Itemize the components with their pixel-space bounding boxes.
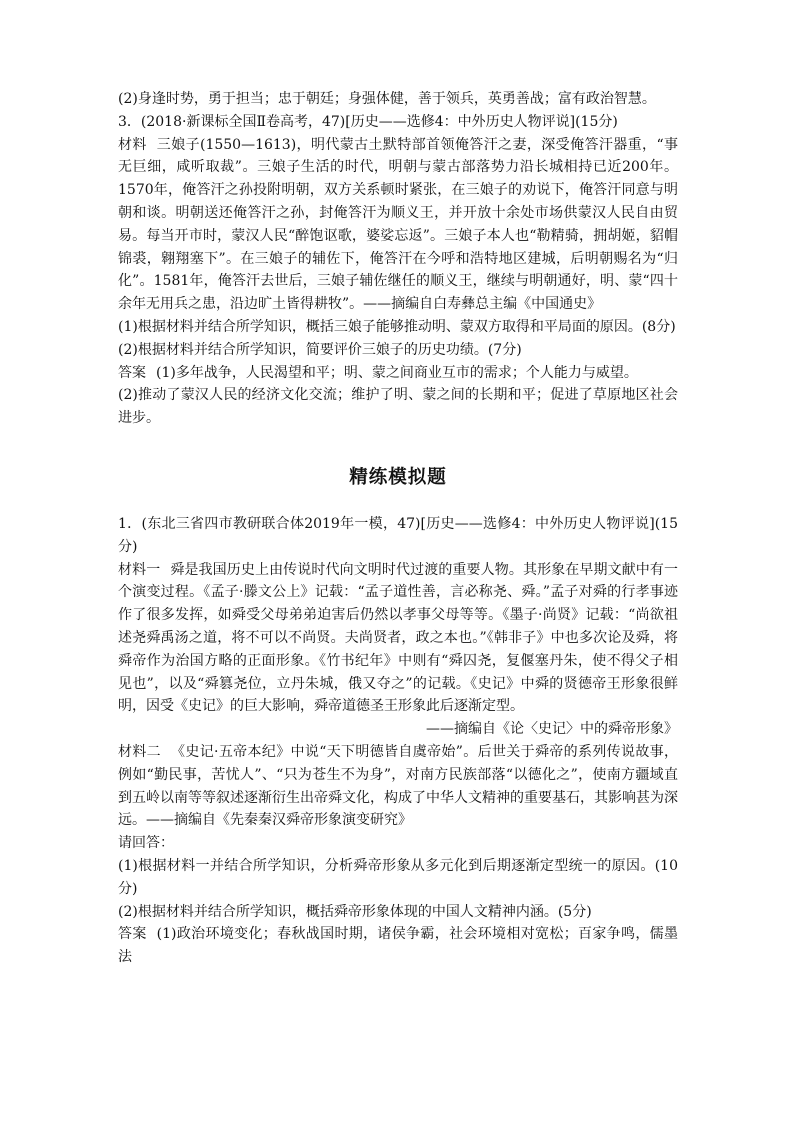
question-1-prompt: 请回答：	[118, 835, 174, 852]
section-title: 精练模拟题	[349, 466, 447, 488]
question-1-material-1	[118, 559, 678, 719]
answer-text: (1)多年战争，人民渴望和平；明、蒙之间商业互市的需求；个人能力与威望。	[156, 364, 638, 381]
question-3-header: 3．(2018·新课标全国Ⅱ卷高考，47)[历史——选修4：中外历史人物评说](15分)	[118, 113, 618, 130]
question-3-answer-2: (2)推动了蒙汉人民的经济文化交流；维护了明、蒙之间的长期和平；促进了草原地区社会进步。	[118, 387, 678, 427]
material-label: 材料	[118, 136, 147, 153]
question-1-material-2	[118, 741, 678, 832]
material-2-label: 材料二	[118, 743, 162, 760]
question-1-sub-1: (1)根据材料一并结合所学知识，分析舜帝形象从多元化到后期逐渐定型统一的原因。(10分)	[118, 857, 678, 897]
question-1-sub-2: (2)根据材料并结合所学知识，概括舜帝形象体现的中国人文精神内涵。(5分)	[118, 903, 592, 920]
material-1-label: 材料一	[118, 561, 161, 578]
material-text: 三娘子(1550—1613)，明代蒙古土默特部首领俺答汗之妻，深受俺答汗器重，“事无巨细，咸听取裁”。三娘子生活的时代，明朝与蒙古部落势力沿长城相持已近200年。1570年，俺答汗之孙投附明朝，双方关系顿时紧张，在三娘子的劝说下，俺答汗同意与明朝和谈。明朝送还俺答汗之孙，封俺答汗为顺义王，并开放十余处市场供蒙汉人民自由贸易。每当开市时，蒙汉人民“醉饱讴歌，婆娑忘返”。三娘子本人也“勒精骑，拥胡姬，貂帽锦裘，翱翔塞下”。在三娘子的辅佐下，俺答汗在今呼和浩特地区建城，后明朝赐名为“归化”。1581年，俺答汗去世后，三娘子辅佐继任的顺义王，继续与明朝通好，明、蒙“四十余年无用兵之患，沿边旷土皆得耕牧”。——摘编自白寿彝总主编《中国通史》	[118, 136, 678, 313]
question-3-sub-1: (1)根据材料并结合所学知识，概括三娘子能够推动明、蒙双方取得和平局面的原因。(8分)	[118, 318, 676, 335]
question-1-header: 1．(东北三省四市教研联合体2019年一模，47)[历史——选修4：中外历史人物评说](15分)	[118, 515, 678, 555]
question-3-sub-2: (2)根据材料并结合所学知识，简要评价三娘子的历史功绩。(7分)	[118, 341, 522, 358]
document-page	[118, 88, 678, 969]
material-2-text: 《史记·五帝本纪》中说“天下明德皆自虞帝始”。后世关于舜帝的系列传说故事，例如“勤民事，苦忧人”、“只为苍生不为身”，对南方民族部落“以德化之”，使南方疆域直到五岭以南等等叙述逐渐衍生出帝舜文化，构成了中华人文精神的重要基石，其影响甚为深远。——摘编自《先秦秦汉舜帝形象演变研究》	[118, 743, 679, 829]
material-1-text: 舜是我国历史上由传说时代向文明时代过渡的重要人物。其形象在早期文献中有一个演变过程。《孟子·滕文公上》记载：“孟子道性善，言必称尧、舜。”孟子对舜的行孝事迹作了很多发挥，如舜受父母弟弟迫害后仍然以孝事父母等等。《墨子·尚贤》记载：“尚欲祖述尧舜禹汤之道，将不可以不尚贤。夫尚贤者，政之本也。”《韩非子》中也多次论及舜，将舜帝作为治国方略的正面形象。《竹书纪年》中则有“舜囚尧，复偃塞丹朱，使不得父子相见也”，以及“舜篡尧位，立丹朱城，俄又夺之”的记载。《史记》中舜的贤德帝王形象很鲜明，因受《史记》的巨大影响，舜帝道德圣王形象此后逐渐定型。	[118, 561, 679, 715]
previous-answer-line: (2)身逢时势，勇于担当；忠于朝廷；身强体健，善于领兵，英勇善战；富有政治智慧。	[118, 91, 656, 107]
material-1-source: ——摘编自《论〈史记〉中的舜帝形象》	[426, 721, 678, 738]
question-3-answer-1	[118, 362, 678, 385]
answer-label: 答案	[118, 364, 146, 381]
answer-text: (1)政治环境变化；春秋战国时期，诸侯争霸，社会环境相对宽松；百家争鸣，儒墨法	[118, 926, 678, 966]
question-1-answer-1	[118, 923, 678, 969]
question-3-material	[118, 134, 678, 316]
answer-label: 答案	[118, 926, 147, 943]
